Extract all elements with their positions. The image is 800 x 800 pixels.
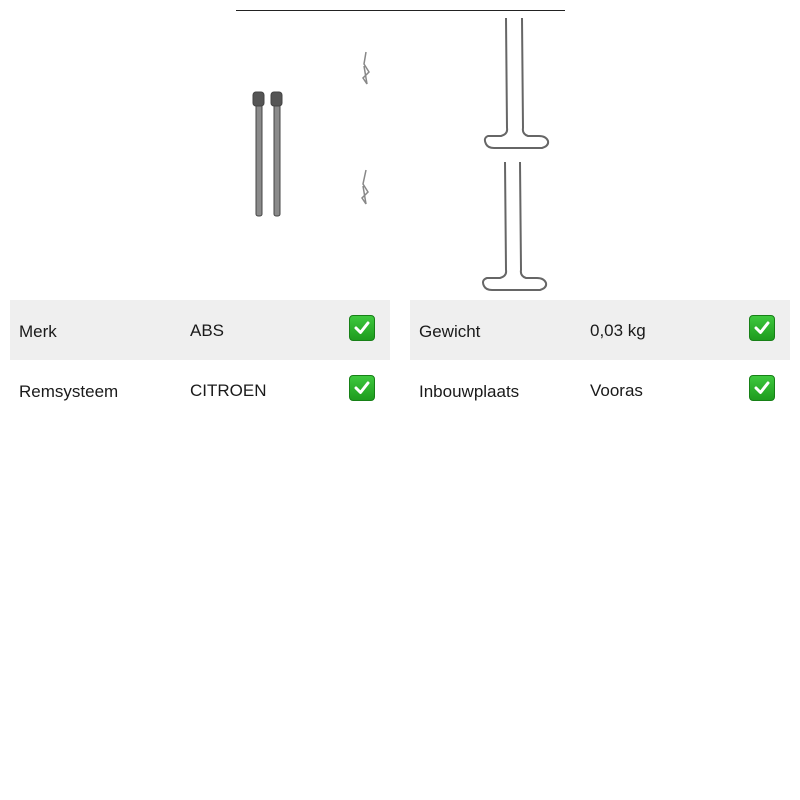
retaining-wire-icon: [483, 18, 548, 290]
spec-value: CITROEN: [190, 381, 267, 400]
check-mark-icon: [349, 315, 375, 341]
spec-table-left: [10, 300, 390, 420]
product-image-brake-pins-kit: [236, 12, 565, 297]
spec-row-gewicht: [410, 300, 790, 360]
spec-label: Remsysteem: [19, 382, 119, 401]
check-mark-icon: [749, 315, 775, 341]
spec-value: Vooras: [590, 381, 643, 400]
spring-clip-icon: [362, 52, 369, 204]
spec-table-right: [410, 300, 790, 420]
check-mark-icon: [349, 375, 375, 401]
spec-value: ABS: [190, 321, 225, 340]
spec-row-inbouwplaats: [410, 360, 790, 420]
spec-row-merk: [10, 300, 390, 360]
guide-pin-icon: [253, 92, 282, 216]
spec-label: Merk: [19, 322, 57, 341]
spec-value: 0,03 kg: [590, 321, 646, 340]
top-divider: [236, 10, 565, 11]
spec-row-remsysteem: [10, 360, 390, 420]
check-mark-icon: [749, 375, 775, 401]
spec-label: Inbouwplaats: [419, 382, 520, 401]
spec-label: Gewicht: [419, 322, 481, 341]
